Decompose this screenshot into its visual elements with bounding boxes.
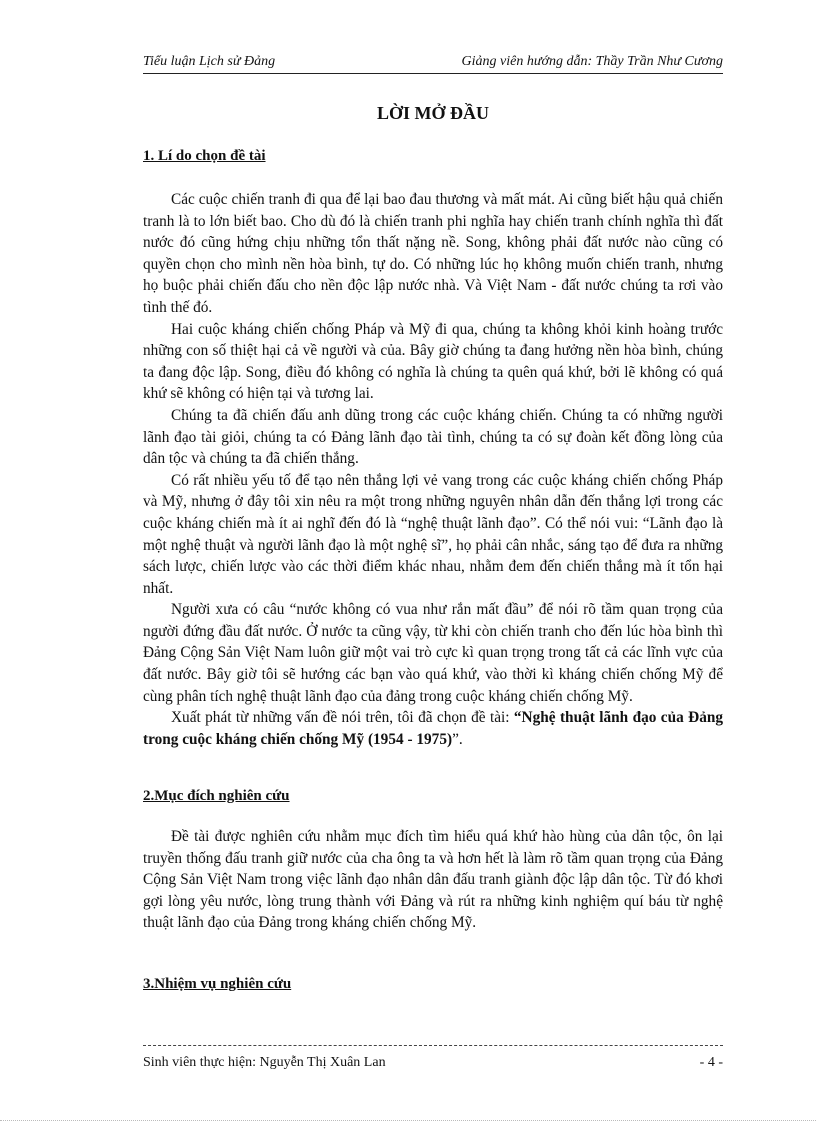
section-heading-reason: 1. Lí do chọn đề tài xyxy=(143,148,266,164)
page-title: LỜI MỞ ĐẦU xyxy=(377,103,489,123)
page-boundary xyxy=(0,1120,816,1121)
footer-student: Sinh viên thực hiện: Nguyễn Thị Xuân Lan xyxy=(143,1055,386,1070)
page-header xyxy=(143,53,723,74)
paragraph: Đề tài được nghiên cứu nhằm mục đích tìm hiểu quá khứ hào hùng của dân tộc, ôn lại truyền thống đấu tranh giữ nước của cha ông ta và hơn hết là làm rõ tầm quan trọng của Đảng Cộng Sản Việt Nam trong việc lãnh đạo nhân dân đấu tranh giành độc lập dân tộc. Từ đó khơi gợi lòng yêu nước, lòng trung thành với Đảng và rút ra những kinh nghiệm quí báu từ nghệ thuật lãnh đạo của Đảng trong kháng chiến chống Mỹ. xyxy=(143,828,723,932)
paragraph: Hai cuộc kháng chiến chống Pháp và Mỹ đi qua, chúng ta không khỏi kinh hoàng trước những con số thiệt hại cả về người và của. Bây giờ chúng ta đang hưởng nền hòa bình, chúng ta đang độc lập. Song, điều đó không có nghĩa là chúng ta quên quá khứ, bởi lẽ không có quá khứ sẽ không có hiện tại và tương lai. xyxy=(143,320,723,403)
paragraph-topic xyxy=(143,707,723,750)
paragraph: Người xưa có câu “nước không có vua như rắn mất đầu” để nói rõ tầm quan trọng của người đứng đầu đất nước. Ở nước ta cũng vậy, từ khi còn chiến tranh cho đến lúc hòa bình thì Đảng Cộng Sản Việt Nam luôn giữ một vai trò cực kì quan trọng trong tất cả các lĩnh vực của đất nước. Bây giờ tôi sẽ hướng các bạn vào quá khứ, vào thời kì kháng chiến chống Mỹ để cùng phân tích nghệ thuật lãnh đạo của đảng trong cuộc kháng chiến chống Mỹ. xyxy=(143,601,723,705)
section-body-reason xyxy=(143,189,723,750)
paragraph: Chúng ta đã chiến đấu anh dũng trong các cuộc kháng chiến. Chúng ta có những người lãnh đạo tài giỏi, chúng ta có Đảng lãnh đạo tài tình, chúng ta có sự đoàn kết đồng lòng của dân tộc và chúng ta đã chiến thắng. xyxy=(143,406,723,468)
section-body-purpose xyxy=(143,826,723,934)
header-course-title: Tiểu luận Lịch sử Đảng xyxy=(143,54,276,69)
topic-tail: ”. xyxy=(452,730,463,748)
section-heading-purpose: 2.Mục đích nghiên cứu xyxy=(143,788,290,804)
page-number: - 4 - xyxy=(699,1055,723,1070)
section-heading-tasks: 3.Nhiệm vụ nghiên cứu xyxy=(143,976,292,992)
topic-lead: Xuất phát từ những vấn đề nói trên, tôi đã chọn đề tài: xyxy=(171,709,514,727)
paragraph: Các cuộc chiến tranh đi qua để lại bao đau thương và mất mát. Ai cũng biết hậu quả chiến tranh là to lớn biết bao. Cho dù đó là chiến tranh phi nghĩa hay chiến tranh chính nghĩa thì đất nước đó cũng hứng chịu những tổn thất nặng nề. Song, không phải đất nước nào cũng có quyền chọn cho mình nền hòa bình, tự do. Có những lúc họ không muốn chiến tranh, nhưng họ buộc phải chiến đấu cho nền độc lập nước nhà. Và Việt Nam - đất nước chúng ta rơi vào tình thế đó. xyxy=(143,191,723,316)
paragraph: Có rất nhiều yếu tố để tạo nên thắng lợi vẻ vang trong các cuộc kháng chiến chống Pháp và Mỹ, nhưng ở đây tôi xin nêu ra một trong những nguyên nhân dẫn đến thắng lợi trong các cuộc kháng chiến mà ít ai nghĩ đến đó là “nghệ thuật lãnh đạo”. Có thể nói vui: “Lãnh đạo là một nghệ thuật và người lãnh đạo là một nghệ sĩ”, họ phải cân nhắc, sáng tạo để đưa ra những sách lược, chiến lược vào các thời điểm khác nhau, nhằm đem đến chiến thắng mà ít tổn hại nhất. xyxy=(143,471,723,597)
topic-title: “Nghệ thuật lãnh đạo của Đảng trong cuộc kháng chiến chống Mỹ (1954 - 1975) xyxy=(143,709,723,748)
header-instructor: Giảng viên hướng dẫn: Thầy Trần Như Cương xyxy=(461,54,723,69)
footer-divider xyxy=(143,1045,723,1046)
